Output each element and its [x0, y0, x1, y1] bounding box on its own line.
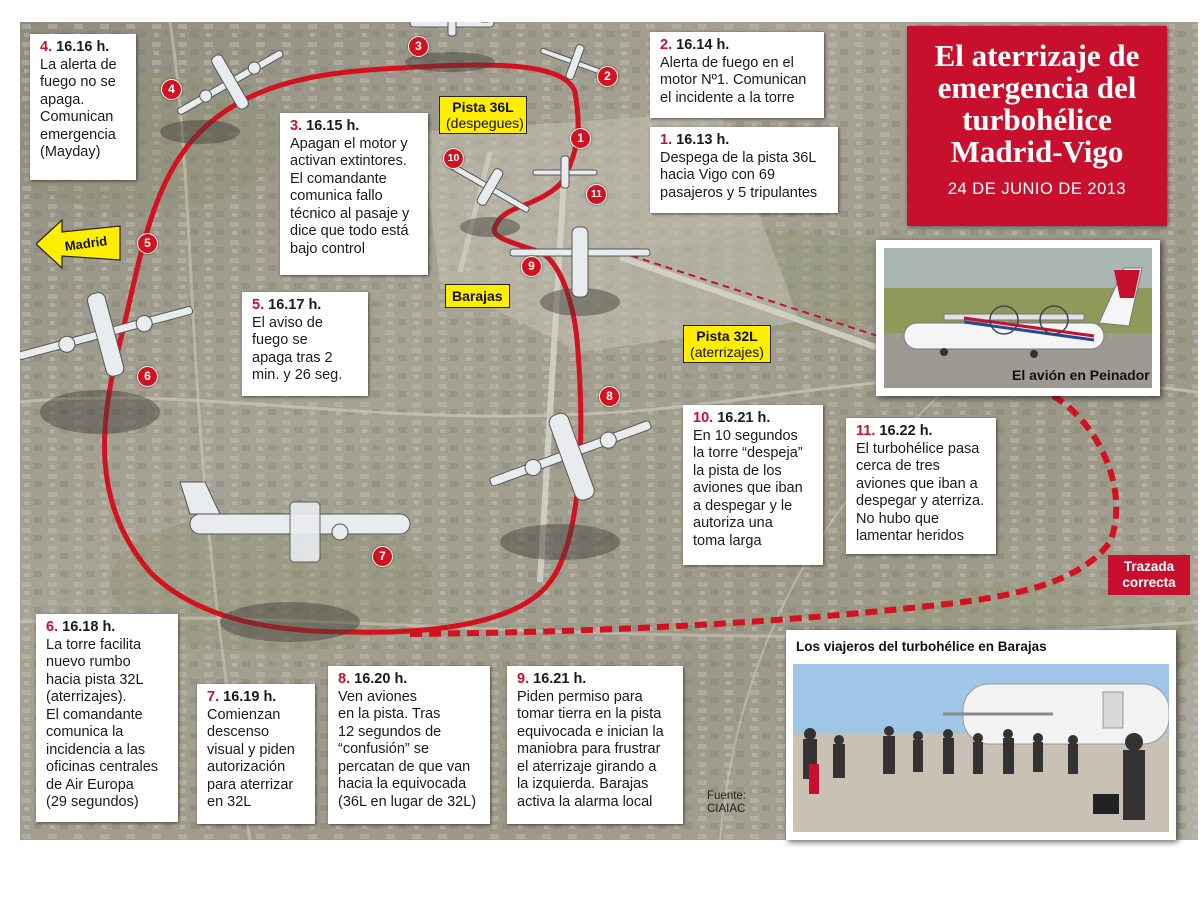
event-10-time: 16.21 h.: [717, 410, 771, 426]
title-box: [907, 26, 1167, 226]
event-3-text: Apagan el motor y activan extintores. El comandante comunica fallo técnico al pasaje y dice que todo está bajo control: [290, 135, 410, 257]
pista-36l-name: Pista 36L: [452, 99, 514, 115]
event-10-text: En 10 segundos la torre “despeja” la pista de los aviones que iban a despegar y le autoriza una toma larga: [693, 427, 803, 549]
pista-32l-name: Pista 32L: [696, 328, 758, 344]
pista-36l-sub: (despegues): [446, 115, 524, 131]
event-11-num: 11.: [856, 423, 876, 439]
event-7-time: 16.19 h.: [223, 689, 277, 705]
trazada-correcta-label: Trazada correcta: [1108, 555, 1190, 595]
event-5: [242, 292, 368, 396]
event-2-text: Alerta de fuego en el motor Nº1. Comunican el incidente a la torre: [660, 54, 807, 106]
marker-7: 7: [372, 546, 393, 567]
event-8-num: 8.: [338, 671, 351, 687]
photo-barajas: [786, 630, 1176, 840]
page-title: El aterrizaje de emergencia del turbohélice Madrid-Vigo: [934, 38, 1140, 169]
event-11-time: 16.22 h.: [879, 423, 933, 439]
pista-32l-sub: (aterrizajes): [690, 344, 764, 360]
event-6-num: 6.: [46, 619, 59, 635]
event-7-num: 7.: [207, 689, 220, 705]
event-8-time: 16.20 h.: [354, 671, 408, 687]
event-5-num: 5.: [252, 297, 265, 313]
madrid-label: Madrid: [63, 233, 109, 254]
marker-1: 1: [570, 128, 591, 149]
marker-9: 9: [521, 256, 542, 277]
event-7: [197, 684, 315, 824]
event-2-num: 2.: [660, 37, 673, 53]
event-7-text: Comienzan descenso visual y piden autorización para aterrizar en 32L: [207, 706, 295, 810]
event-9-text: Piden permiso para tomar tierra en la pista equivocada e inician la maniobra para frustrar el aterrizaje girando a la izquierda. Barajas activa la alarma local: [517, 688, 664, 810]
event-4-time: 16.16 h.: [56, 39, 110, 55]
event-8-text: Ven aviones en la pista. Tras 12 segundos de “confusión” se percatan de que van hacia la equivocada (36L en lugar de 32L): [338, 688, 477, 810]
event-5-text: El aviso de fuego se apaga tras 2 min. y 26 seg.: [252, 314, 343, 383]
marker-10: 10: [443, 148, 464, 169]
event-9: [507, 666, 683, 824]
event-6-time: 16.18 h.: [62, 619, 116, 635]
event-1-text: Despega de la pista 36L hacia Vigo con 69 pasajeros y 5 tripulantes: [660, 149, 818, 201]
photo-barajas-caption: Los viajeros del turbohélice en Barajas: [796, 639, 1047, 654]
marker-11: 11: [586, 184, 607, 205]
photo-barajas-image: [793, 664, 1169, 832]
marker-8: 8: [599, 386, 620, 407]
event-6: [36, 614, 178, 822]
event-3-num: 3.: [290, 118, 303, 134]
event-2: [650, 32, 824, 118]
event-3: [280, 113, 428, 275]
madrid-arrow-icon: [36, 216, 122, 272]
event-8: [328, 666, 490, 824]
event-3-time: 16.15 h.: [306, 118, 360, 134]
marker-3: 3: [408, 36, 429, 57]
event-6-text: La torre facilita nuevo rumbo hacia pista 32L (aterrizajes). El comandante comunica la incidencia a las oficinas centrales de Air Europa (29 segundos): [46, 636, 159, 810]
event-11-text: El turbohélice pasa cerca de tres aviones que iban a despegar y aterriza. No hubo que lamentar heridos: [856, 440, 985, 544]
event-4: [30, 34, 136, 180]
label-barajas: [445, 284, 510, 308]
marker-6: 6: [137, 366, 158, 387]
source-note: Fuente: CIAIAC: [707, 790, 746, 815]
event-5-time: 16.17 h.: [268, 297, 322, 313]
label-pista-36l: [439, 96, 527, 134]
event-1-num: 1.: [660, 132, 673, 148]
event-9-time: 16.21 h.: [533, 671, 587, 687]
photo-peinador-caption: El avión en Peinador: [1012, 367, 1150, 383]
marker-2: 2: [597, 66, 618, 87]
event-1-time: 16.13 h.: [676, 132, 730, 148]
event-10: [683, 405, 823, 565]
marker-4: 4: [161, 79, 182, 100]
marker-5: 5: [137, 233, 158, 254]
event-2-time: 16.14 h.: [676, 37, 730, 53]
barajas-name: Barajas: [452, 288, 503, 304]
event-9-num: 9.: [517, 671, 530, 687]
title-date: 24 DE JUNIO DE 2013: [947, 180, 1127, 198]
event-10-num: 10.: [693, 410, 714, 426]
event-11: [846, 418, 996, 554]
event-1: [650, 127, 838, 213]
event-4-text: La alerta de fuego no se apaga. Comunican emergencia (Mayday): [40, 56, 117, 160]
label-pista-32l: [683, 325, 771, 363]
event-4-num: 4.: [40, 39, 53, 55]
